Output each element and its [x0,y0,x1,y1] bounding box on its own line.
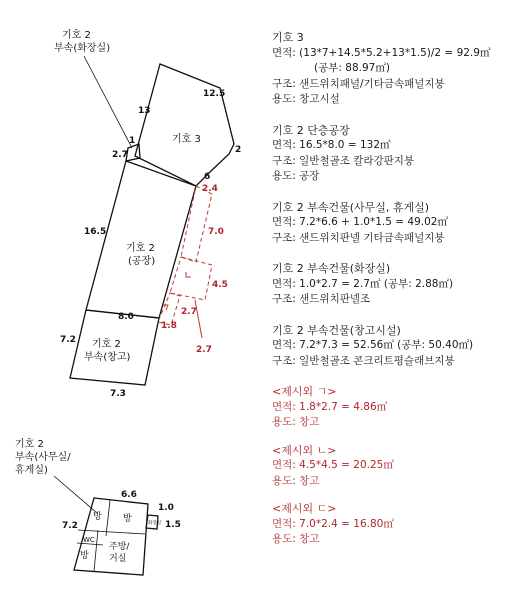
callout-office-line1: 기호 2 [15,439,44,450]
building-3-label: 기호 3 [172,134,201,145]
room-wc: WC [83,536,95,544]
note-factory [272,123,530,185]
dim-1-0: 1.0 [158,503,174,513]
note-extra-b [272,443,530,490]
extra-structure-b [170,257,212,300]
dim-red-7-0: 7.0 [208,227,224,237]
callout-office-leader [54,476,97,513]
kitchen-line2: 거실 [109,554,127,564]
note-extra-c [272,501,530,548]
note-title: 기호 2 부속건물(화장실) [272,262,391,275]
note-office-annex [272,200,530,247]
building-2-label-line2: (공장) [128,256,156,267]
note-title: 기호 2 부속건물(창고시설) [272,323,401,337]
note-line: 면적: 1.0*2.7 = 2.7㎡ (공부: 2.88㎡) [272,277,454,290]
callout-office-line2: 부속(사무실/ [15,452,71,463]
kitchen-line1: 주방/ [109,542,130,552]
room-tiny: 화장실 [148,521,162,526]
note-line: 용도: 창고시설 [272,93,340,105]
extra-structure-b-mark [186,272,191,277]
note-line: 구조: 일반철골조 칼라강판지붕 [272,154,415,167]
dim-8-0: 8.0 [118,312,134,322]
note-line: 면적: 4.5*4.5 = 20.25㎡ [272,459,394,471]
note-line: 면적: (13*7+14.5*5.2+13*1.5)/2 = 92.9㎡ [272,46,491,59]
note-line: 용도: 창고 [272,474,320,487]
note-line: 구조: 일반철골조 콘크리트평슬래브지붕 [272,354,455,367]
dim-7-2-office: 7.2 [62,521,78,531]
note-line: 면적: 7.2*6.6 + 1.0*1.5 = 49.02㎡ [272,216,448,228]
warehouse-label-line1: 기호 2 [92,339,121,350]
callout-toilet-line2: 부속(화장실) [54,43,111,54]
dim-red-4-5: 4.5 [212,280,228,290]
note-building-3 [272,30,530,108]
dim-1-5: 1.5 [165,520,181,530]
note-line: 구조: 샌드위치패널/기타금속패널지붕 [272,77,445,90]
room-2: 방 [123,514,132,524]
note-line: 용도: 창고 [272,416,320,428]
note-line: 면적: 7.0*2.4 = 16.80㎡ [272,517,394,530]
note-title: <제시외 ㄴ> [272,443,337,457]
dim-7-3: 7.3 [110,389,126,399]
note-title: 기호 3 [272,31,304,44]
building-2-label-line1: 기호 2 [126,243,155,254]
callout-toilet-leader [84,56,132,148]
room-3: 방 [80,551,89,561]
office-wall-1 [106,500,110,536]
note-line: 구조: 샌드위치판넬 기타금속패널지붕 [272,231,445,244]
dim-6-6: 6.6 [121,490,137,500]
room-1: 방 [93,512,102,522]
note-line: 면적: 1.8*2.7 = 4.86㎡ [272,400,388,413]
callout-office-line3: 휴게실) [15,465,48,476]
dim-red-1-8: 1.8 [161,321,177,331]
dim-16-5: 16.5 [84,227,107,237]
note-line: 용도: 창고 [272,533,320,545]
note-line: 용도: 공장 [272,170,320,182]
red-leader [195,300,202,338]
dim-1: 1 [129,136,136,146]
note-title: 기호 2 단층공장 [272,123,350,137]
note-extra-a [272,384,530,431]
note-title: <제시외 ㄷ> [272,502,337,515]
building-3-outline [135,64,234,186]
dim-2: 2 [235,145,242,155]
office-wall-2 [78,530,145,534]
note-warehouse-annex [272,323,530,370]
note-line: (공부: 88.97㎡) [314,62,390,74]
note-line: 면적: 7.2*7.3 = 52.56㎡ (공부: 50.40㎡) [272,339,474,351]
dim-red-2-7-a: 2.7 [181,307,197,317]
dim-2-7-left: 2.7 [112,150,128,160]
notes-panel [272,30,530,560]
dim-7-2-warehouse: 7.2 [60,335,76,345]
note-line: 면적: 16.5*8.0 = 132㎡ [272,139,391,151]
note-toilet-annex [272,261,530,308]
dim-6: 6 [204,172,211,182]
dim-13: 13 [138,106,151,116]
note-line: 구조: 샌드위치판넬조 [272,293,371,305]
dim-red-2-7-b: 2.7 [196,345,212,355]
warehouse-label-line2: 부속(창고) [84,352,131,363]
note-title: <제시외 ㄱ> [272,385,337,398]
dim-red-2-4: 2.4 [202,184,218,194]
dim-12-5: 12.5 [203,89,226,99]
extra-structure-a-mark [163,305,168,310]
callout-toilet-line1: 기호 2 [62,30,91,41]
note-title: 기호 2 부속건물(사무실, 휴게실) [272,200,430,214]
